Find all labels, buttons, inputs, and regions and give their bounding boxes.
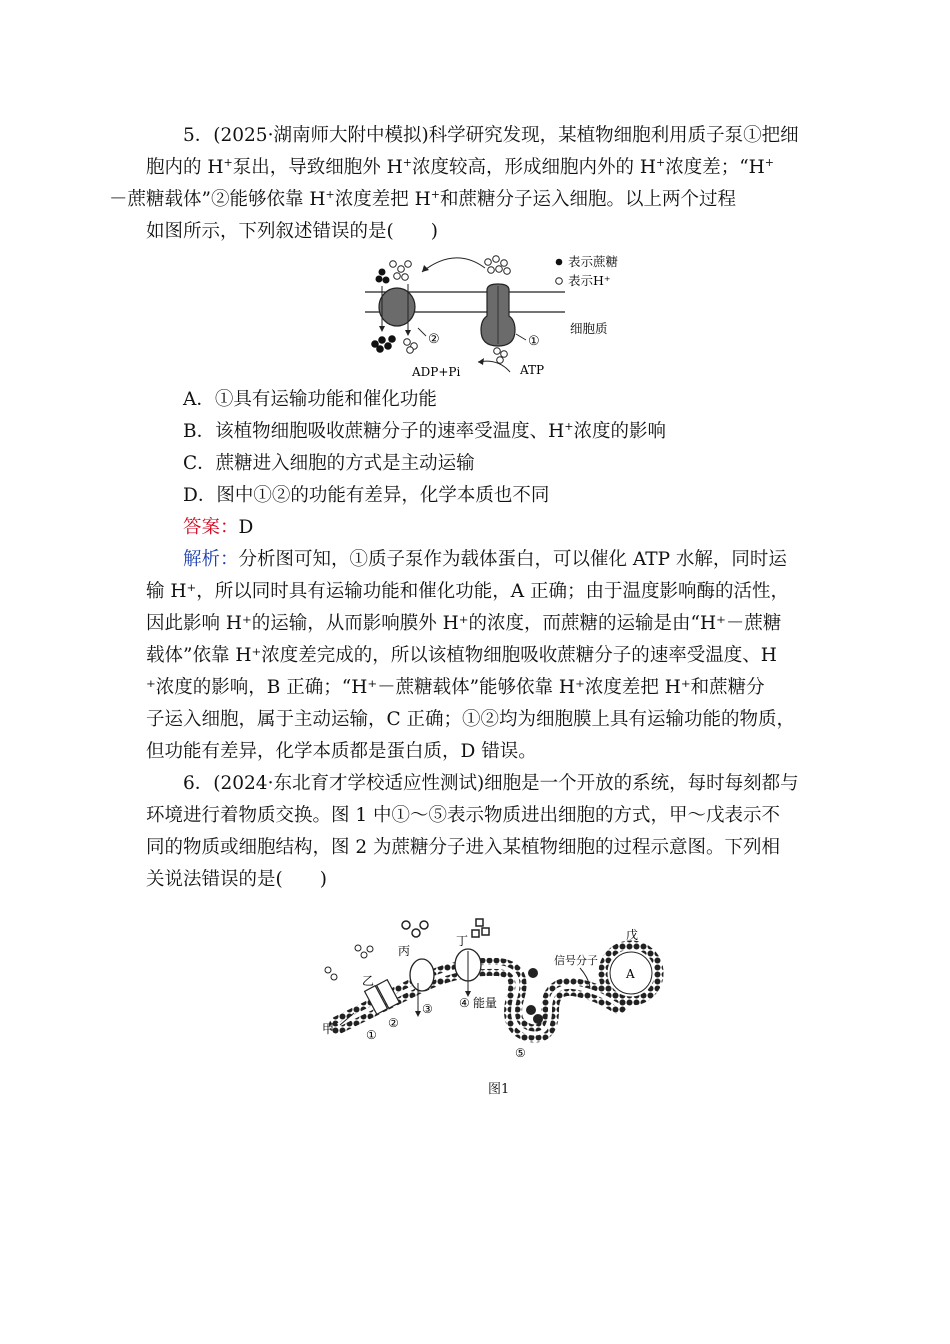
molecule-square xyxy=(472,930,479,937)
q6-stem: 6．(2024·东北育才学校适应性测试)细胞是一个开放的系统，每时每刻都与 环境进行着物质交换。图 1 中①～⑤表示物质进出细胞的方式，甲～戊表示不 同的物质或细胞结构，图 2 为蔗糖分子进入某植物细胞的过程示意图。下列相 关说法错误的是( ) xyxy=(146,773,799,890)
label-cytoplasm: 细胞质 xyxy=(570,321,608,336)
label-signal: 信号分子 xyxy=(554,954,598,967)
sucrose-dot xyxy=(376,276,383,283)
arrow-head xyxy=(478,358,484,365)
legend-sucrose-label: 表示蔗糖 xyxy=(568,254,619,269)
sucrose-dot xyxy=(388,335,396,343)
molecule-dark xyxy=(533,1014,543,1024)
legend-proton-label: 表示H⁺ xyxy=(568,273,611,288)
q5-option-d: D．图中①②的功能有差异，化学本质也不同 xyxy=(183,485,550,506)
q5-stem-line1: 5．(2025·湖南师大附中模拟)科学研究发现，某植物细胞利用质子泵①把细 xyxy=(183,125,799,146)
sucrose-dot xyxy=(376,345,384,353)
molecule-circle xyxy=(325,967,331,973)
molecule-square xyxy=(482,928,489,935)
q6-membrane-transport-figure xyxy=(318,915,678,1065)
label-c2: ② xyxy=(388,1016,399,1030)
label-wu: 戊 xyxy=(626,928,639,942)
proton-circle xyxy=(494,348,501,355)
legend-sucrose-dot xyxy=(556,259,563,266)
proton-circle xyxy=(485,259,492,266)
proton-circle xyxy=(497,357,504,364)
proton-circle xyxy=(407,347,414,354)
label-A: A xyxy=(626,967,635,981)
molecule-square xyxy=(476,919,483,926)
molecule-circle xyxy=(412,929,420,937)
label-c4: ④ xyxy=(459,996,470,1010)
q5-proton-pump-figure xyxy=(360,250,650,382)
proton-circle xyxy=(501,260,508,267)
sucrose-carrier-protein xyxy=(379,288,415,326)
molecule-circle xyxy=(402,921,410,929)
answer-value: D xyxy=(238,517,254,538)
proton-circle xyxy=(390,261,397,268)
label-adp: ADP+Pi xyxy=(412,365,461,379)
sucrose-dot xyxy=(378,336,386,344)
label-yi: 乙 xyxy=(362,974,375,988)
proton-circle xyxy=(405,261,412,268)
proton-circle xyxy=(402,274,409,281)
molecule-circle xyxy=(420,921,428,929)
q5-answer xyxy=(183,512,253,544)
analysis-label: 解析： xyxy=(183,549,239,570)
molecule-circle xyxy=(361,952,367,958)
label-c1: ① xyxy=(366,1028,377,1042)
proton-circle xyxy=(501,351,508,358)
leader-line xyxy=(418,328,426,336)
leader-line xyxy=(516,334,526,340)
proton-circle xyxy=(404,339,411,346)
label-pump-1: ① xyxy=(528,334,540,349)
q5-option-b: B．该植物细胞吸收蔗糖分子的速率受温度、H+浓度的影响 xyxy=(183,420,666,442)
q5-option-c: C．蔗糖进入细胞的方式是主动运输 xyxy=(183,453,475,474)
sucrose-dot xyxy=(384,342,392,350)
label-jia: 甲 xyxy=(322,1022,335,1036)
label-c5: ⑤ xyxy=(515,1046,526,1060)
arrow-head xyxy=(415,1011,421,1017)
sucrose-dot xyxy=(379,269,386,276)
molecule-circle xyxy=(367,946,373,952)
proton-circle xyxy=(394,273,401,280)
q5-analysis: 解析：分析图可知，①质子泵作为载体蛋白，可以催化 ATP 水解，同时运 输 H⁺，所以同时具有运输功能和催化功能，A 正确；由于温度影响酶的活性， 因此影响 H⁺的运输，从而影响膜外 H⁺的浓度，而蔗糖的运输是由“H⁺－蔗糖 载体”依靠 H⁺浓度差完成的，所以该植物细胞吸收蔗糖分子的速率受温度、H ⁺浓度的影响，B 正确；“H⁺－蔗糖载体”能够依靠 H⁺浓度差把 H⁺和蔗糖分 子运入细胞，属于主动运输，C 正确；①②均为细胞膜上具有运输功能的物质， 但功能有差异，化学本质都是蛋白质，D 错误。 xyxy=(146,549,796,762)
figure-caption: 图1 xyxy=(488,1082,510,1097)
molecule-circle xyxy=(355,945,361,951)
sucrose-dot xyxy=(383,277,390,284)
molecule-dark xyxy=(528,968,538,978)
proton-circle xyxy=(504,268,511,275)
label-carrier-2: ② xyxy=(428,332,440,347)
arrow-head xyxy=(422,265,429,272)
proton-circle xyxy=(496,266,503,273)
label-atp: ATP xyxy=(520,363,545,377)
legend-proton-circle xyxy=(556,278,563,285)
proton-circle xyxy=(488,267,495,274)
label-bing: 丙 xyxy=(398,944,411,958)
molecule-dark xyxy=(526,1005,536,1015)
label-ding: 丁 xyxy=(456,934,469,948)
q5-stem: 5．(2025·湖南师大附中模拟)科学研究发现，某植物细胞利用质子泵①把细 胞内的 H+泵出，导致细胞外 H+浓度较高，形成细胞内外的 H+浓度差；“H+ －蔗糖载体”②能够依靠 H+浓度差把 H+和蔗糖分子运入细胞。以上两个过程 如图所示，下列叙述错误的是( ) xyxy=(109,125,799,242)
carrier-protein-bing xyxy=(410,959,434,991)
proton-circle xyxy=(493,256,500,263)
answer-label: 答案： xyxy=(183,517,239,538)
arrow-head xyxy=(405,330,411,336)
q5-option-a: A．①具有运输功能和催化功能 xyxy=(183,389,437,410)
arrow-head xyxy=(379,326,385,332)
proton-flow-arrow xyxy=(422,258,485,272)
label-c3: ③ xyxy=(422,1002,433,1016)
proton-circle xyxy=(398,266,405,273)
label-energy: 能量 xyxy=(473,996,498,1010)
molecule-circle xyxy=(331,974,337,980)
